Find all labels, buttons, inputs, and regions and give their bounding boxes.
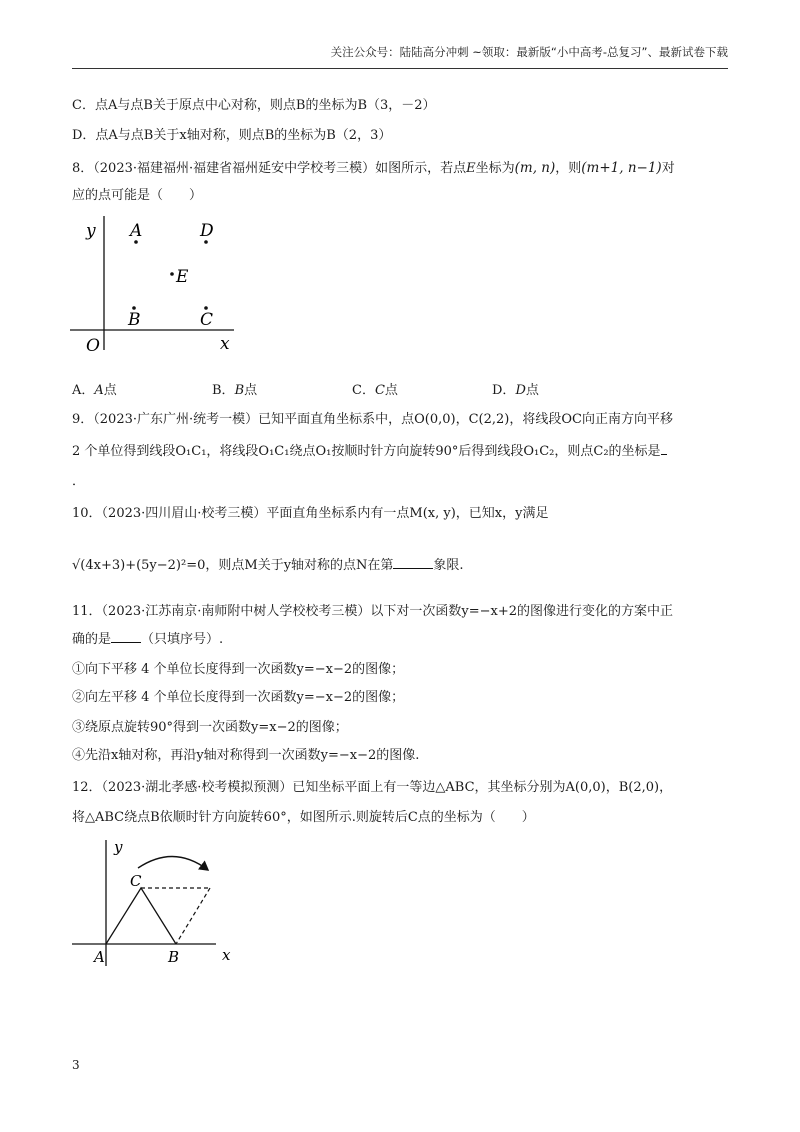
- q8-option-a: A．A点: [72, 383, 117, 398]
- q11-item-3: ③绕原点旋转90°得到一次函数y=x−2的图像；: [72, 720, 348, 735]
- q11-stem-line2: 确的是 （只填序号）.: [72, 632, 224, 647]
- q12-stem-line1: 12．（2023·湖北孝感·校考模拟预测）已知坐标平面上有一等边△ABC，其坐标分别为A(0,0)，B(2,0)，: [72, 780, 673, 795]
- q7-option-d: D．点A与点B关于x轴对称，则点B的坐标为B（2，3）: [72, 128, 392, 143]
- q7-option-c: C．点A与点B关于原点中心对称，则点B的坐标为B（3，－2）: [72, 98, 436, 113]
- q9-stem-line3: ．: [72, 474, 86, 489]
- q11-item-4: ④先沿x轴对称，再沿y轴对称得到一次函数y=−x−2的图像.: [72, 748, 420, 763]
- q8-option-c: C．C点: [352, 383, 398, 398]
- q8-coordinate-figure: [66, 212, 246, 362]
- q11-answer-blank: [111, 630, 141, 643]
- q12-label-b: B: [168, 948, 180, 966]
- q8-stem-line1: 8．（2023·福建福州·福建省福州延安中学校考三模）如图所示，若点E坐标为(m, n)，则(m+1, n−1)对: [72, 160, 675, 176]
- q8-x-label: x: [220, 334, 230, 354]
- q12-label-c: C: [130, 872, 142, 890]
- q8-origin-label: O: [86, 336, 100, 356]
- q8-point-e: [170, 272, 174, 276]
- q8-y-label: y: [86, 221, 96, 241]
- q8-label-d: D: [200, 221, 214, 241]
- q9-answer-blank: [661, 442, 667, 455]
- q8-option-d: D．D点: [492, 383, 539, 398]
- q11-stem-line1: 11．（2023·江苏南京·南师附中树人学校校考三模）以下对一次函数y=−x+2的图像进行变化的方案中正: [72, 604, 674, 619]
- q11-item-2: ②向左平移 4 个单位长度得到一次函数y=−x−2的图像；: [72, 690, 405, 705]
- q8-stem-line2: 应的点可能是（ ）: [72, 188, 203, 203]
- q12-label-a: A: [94, 948, 105, 966]
- q12-rotation-arrow: [138, 856, 208, 870]
- page-header: 关注公众号：陆陆高分冲刺 ~领取：最新版“小中高考-总复习”、最新试卷下载: [330, 45, 728, 59]
- q12-stem-line2: 将△ABC绕点B依顺时针方向旋转60°，如图所示.则旋转后C点的坐标为（ ）: [72, 810, 535, 825]
- q12-triangle: [106, 888, 176, 944]
- q10-stem-line2: √(4x+3)+(5y−2)²=0，则点M关于y轴对称的点N在第 象限.: [72, 558, 464, 573]
- q12-dashed-side: [176, 888, 210, 944]
- q10-answer-blank: [393, 556, 433, 569]
- q8-label-a: A: [130, 221, 143, 241]
- q8-label-c: C: [200, 310, 214, 330]
- q12-x-label: x: [222, 946, 231, 964]
- q9-stem-line2: 2 个单位得到线段O₁C₁，将线段O₁C₁绕点O₁按顺时针方向旋转90°后得到线段O₁C₂，则点C₂的坐标是: [72, 442, 667, 462]
- q12-triangle-figure: [66, 836, 256, 971]
- q11-item-1: ①向下平移 4 个单位长度得到一次函数y=−x−2的图像；: [72, 662, 405, 677]
- q8-label-e: E: [176, 267, 189, 287]
- q8-label-b: B: [128, 310, 141, 330]
- header-rule: [72, 68, 728, 69]
- q8-option-b: B．B点: [212, 383, 258, 398]
- q10-stem-line1: 10．（2023·四川眉山·校考三模）平面直角坐标系内有一点M(x, y)，已知x，y满足: [72, 506, 549, 521]
- q12-y-label: y: [114, 838, 123, 856]
- q9-stem-line1: 9．（2023·广东广州·统考一模）已知平面直角坐标系中，点O(0,0)，C(2,2)，将线段OC向正南方向平移: [72, 412, 673, 427]
- page-number: 3: [72, 1058, 80, 1072]
